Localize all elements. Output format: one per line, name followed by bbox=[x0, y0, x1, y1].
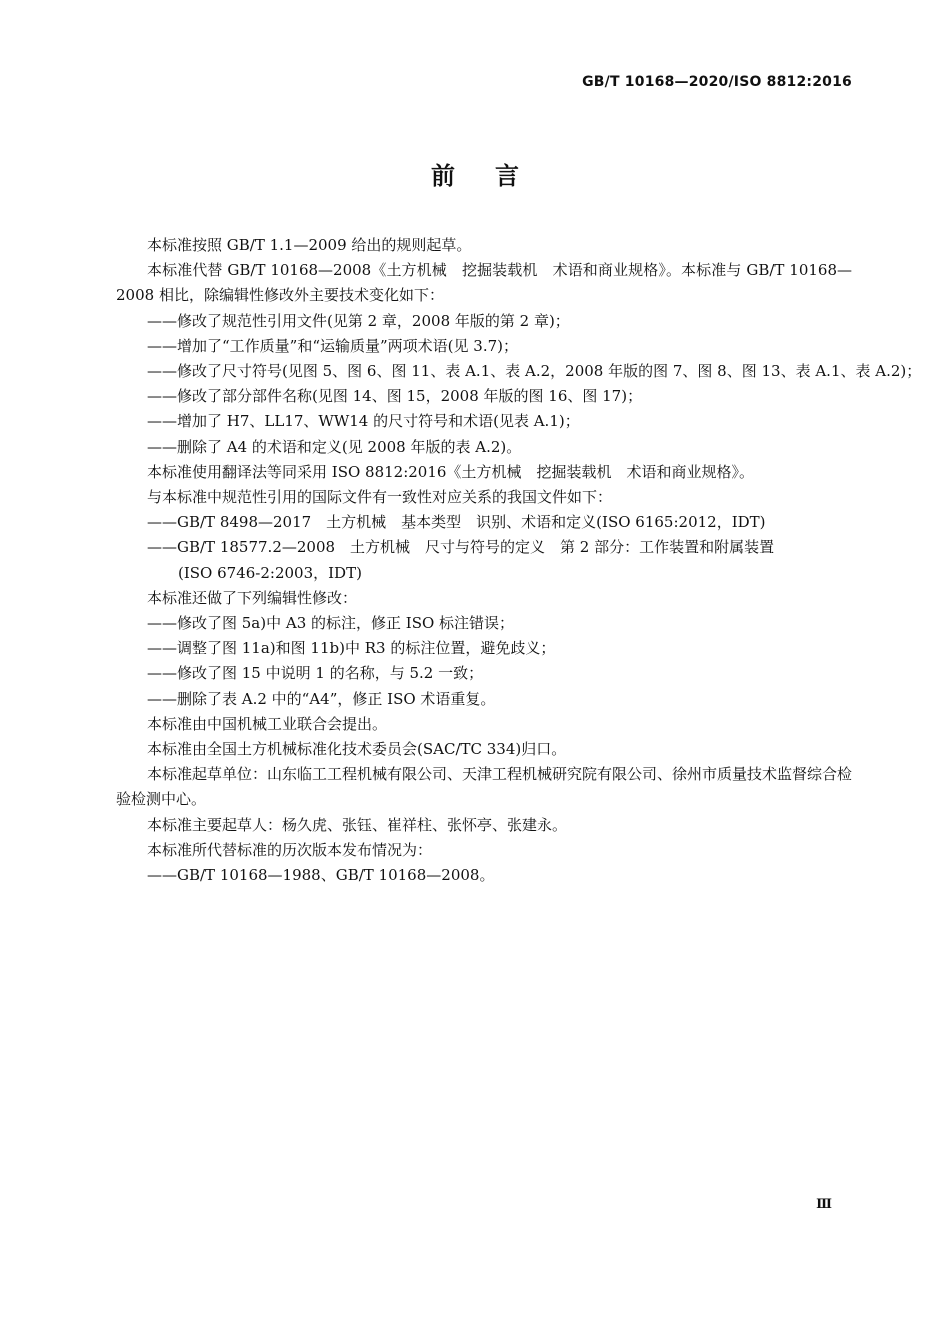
change-item: ——增加了“工作质量”和“运输质量”两项术语(见 3.7)； bbox=[147, 336, 519, 355]
change-item: ——修改了规范性引用文件(见第 2 章，2008 年版的第 2 章)； bbox=[147, 311, 570, 330]
reference-item: ——GB/T 18577.2—2008 土方机械 尺寸与符号的定义 第 2 部分：工作装置和附属装置 bbox=[147, 538, 775, 557]
foreword-body bbox=[116, 233, 922, 888]
paragraph-history-intro: 本标准所代替标准的历次版本发布情况为： bbox=[147, 840, 433, 859]
paragraph-adoption: 本标准使用翻译法等同采用 ISO 8812:2016《土方机械 挖掘装载机 术语和商业规格》。 bbox=[147, 462, 754, 481]
paragraph-drafting-rules: 本标准按照 GB/T 1.1—2009 给出的规则起草。 bbox=[147, 236, 472, 254]
reference-item: ——GB/T 8498—2017 土方机械 基本类型 识别、术语和定义(ISO 6165:2012，IDT) bbox=[147, 513, 766, 532]
reference-item-continuation: (ISO 6746-2:2003，IDT) bbox=[178, 563, 362, 582]
editorial-item: ——删除了表 A.2 中的“A4”，修正 ISO 术语重复。 bbox=[147, 689, 496, 708]
page-title: 前言 bbox=[431, 162, 559, 190]
paragraph-replacement: 本标准代替 GB/T 10168—2008《土方机械 挖掘装载机 术语和商业规格》。本标准与 GB/T 10168—2008 相比，除编辑性修改外主要技术变化如下： bbox=[116, 261, 852, 305]
history-item: ——GB/T 10168—1988、GB/T 10168—2008。 bbox=[147, 866, 495, 885]
editorial-item: ——调整了图 11a)和图 11b)中 R3 的标注位置，避免歧义； bbox=[147, 639, 556, 658]
change-item: ——修改了部分部件名称(见图 14、图 15，2008 年版的图 16、图 17)； bbox=[147, 387, 643, 406]
paragraph-proposer: 本标准由中国机械工业联合会提出。 bbox=[147, 714, 388, 733]
paragraph-committee: 本标准由全国土方机械标准化技术委员会(SAC/TC 334)归口。 bbox=[147, 740, 567, 759]
paragraph-editorial-intro: 本标准还做了下列编辑性修改： bbox=[147, 588, 358, 607]
editorial-item: ——修改了图 15 中说明 1 的名称，与 5.2 一致； bbox=[147, 664, 484, 683]
change-item: ——增加了 H7、LL17、WW14 的尺寸符号和术语(见表 A.1)； bbox=[147, 412, 580, 431]
change-item: ——删除了 A4 的术语和定义(见 2008 年版的表 A.2)。 bbox=[147, 437, 522, 456]
paragraph-references-intro: 与本标准中规范性引用的国际文件有一致性对应关系的我国文件如下： bbox=[147, 488, 613, 507]
change-item: ——修改了尺寸符号(见图 5、图 6、图 11、表 A.1、表 A.2，2008 年版的图 7、图 8、图 13、表 A.1、表 A.2)； bbox=[147, 362, 922, 381]
editorial-item: ——修改了图 5a)中 A3 的标注，修正 ISO 标注错误； bbox=[147, 614, 515, 633]
paragraph-drafters: 本标准主要起草人：杨久虎、张钰、崔祥柱、张怀亭、张建永。 bbox=[147, 815, 568, 834]
standard-code-header: GB/T 10168—2020/ISO 8812:2016 bbox=[582, 74, 852, 90]
paragraph-drafting-units: 本标准起草单位：山东临工工程机械有限公司、天津工程机械研究院有限公司、徐州市质量技术监督综合检验检测中心。 bbox=[116, 765, 853, 809]
page-number: Ⅲ bbox=[816, 1197, 832, 1212]
